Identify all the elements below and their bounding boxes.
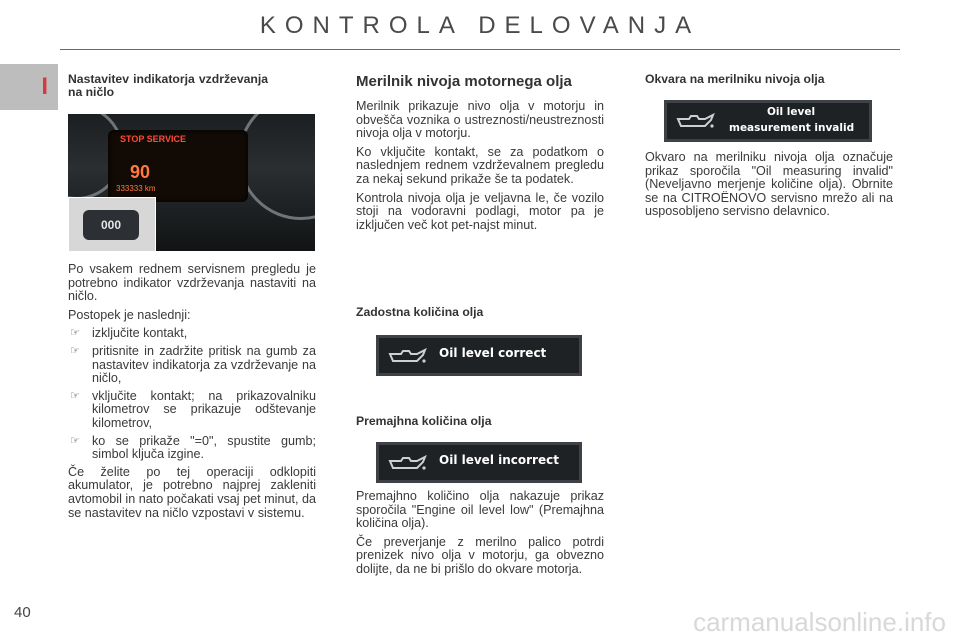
step-text: pritisnite in zadržite pritisk na gumb za nastavitev indikatorja za vzdrževanje na ničlo, [92, 343, 316, 386]
right-column-heading-block [645, 73, 893, 91]
oil-invalid-line1: Oil level [767, 106, 816, 118]
instrument-cluster-photo [68, 114, 315, 251]
pointing-hand-icon: ☞ [70, 434, 80, 447]
step-list [68, 327, 316, 461]
oil-incorrect-text: Oil level incorrect [439, 453, 559, 467]
middle-para-4: Premajhno količino olja nakazuje prikaz sporočila "Engine oil level low" (Premajhna količina olja). [356, 489, 604, 531]
correct-heading: Zadostna količina olja [356, 305, 484, 319]
list-item [68, 327, 316, 341]
right-para-1: Okvaro na merilniku nivoja olja označuje prikaz sporočila "Oil measuring invalid" (Neveljavno merjenje količine olja). Obrnite se na CITROËNOVO servisno mrežo ali na usposobljeno servisno delavnico. [645, 150, 893, 219]
middle-column-top [356, 73, 604, 237]
section-tab [0, 64, 58, 110]
right-heading: Okvara na merilniku nivoja olja [645, 72, 825, 86]
middle-para-3: Kontrola nivoja olja je veljavna le, če vozilo stoji na vodoravni podlagi, motor pa je izključen več kot pet-najst minut. [356, 190, 604, 232]
oil-level-correct-display [376, 335, 582, 376]
display-warning-text: STOP SERVICE [120, 134, 187, 144]
middle-para-2: Ko vključite kontakt, se za podatkom o naslednjem rednem vzdrževalnem pregledu za nekaj sekund prikaže še ta podatek. [356, 144, 604, 186]
right-column-body [645, 151, 893, 224]
pointing-hand-icon: ☞ [70, 389, 80, 402]
left-heading: Nastavitev indikatorja vzdrževanja na ničlo [68, 72, 268, 99]
middle-para-1: Merilnik prikazuje nivo olja v motorju in obvešča voznika o ustreznosti/neustreznosti nivoja olja v motorju. [356, 99, 604, 141]
left-para-1: Po vsakem rednem servisnem pregledu je potrebno indikator vzdrževanja nastaviti na ničlo. [68, 262, 316, 304]
middle-column-bottom [356, 490, 604, 582]
oil-correct-text: Oil level correct [439, 346, 547, 360]
section-tab-label: I [41, 73, 48, 100]
watermark: carmanualsonline.info [693, 607, 946, 637]
cluster-display [108, 130, 248, 202]
list-item [68, 390, 316, 431]
oil-measurement-invalid-display [664, 100, 872, 142]
header-rule [60, 49, 900, 50]
middle-para-5: Če preverjanje z merilno palico potrdi prenizek nivo olja v motorju, ga obvezno dolijte, da ne bi prišlo do okvare motorja. [356, 534, 604, 576]
oil-level-incorrect-display [376, 442, 582, 483]
correct-block [356, 306, 604, 324]
step-text: izključite kontakt, [92, 326, 188, 341]
middle-heading: Merilnik nivoja motornega olja [356, 73, 572, 90]
pointing-hand-icon: ☞ [70, 327, 80, 340]
oil-can-icon [387, 346, 427, 368]
display-odometer: 333333 km [116, 184, 156, 193]
incorrect-heading: Premajhna količina olja [356, 414, 492, 428]
list-item [68, 345, 316, 386]
gauge-dial-right [238, 114, 315, 220]
trip-reset-button: 000 [83, 210, 139, 240]
oil-can-icon [387, 453, 427, 475]
incorrect-block [356, 415, 604, 433]
left-para-2: Postopek je naslednji: [68, 307, 191, 322]
display-speed: 90 [130, 162, 151, 182]
left-column-heading-block [68, 73, 268, 104]
left-para-3: Če želite po tej operaciji odklopiti akumulator, je potrebno najprej zakleniti avtomobil in nato počakati vsaj pet minut, da se nastavitev na ničlo vzpostavi v sistemu. [68, 464, 316, 520]
oil-can-icon [675, 111, 715, 133]
left-column-body [68, 263, 316, 525]
reset-button-inset [68, 197, 156, 251]
pointing-hand-icon: ☞ [70, 344, 80, 357]
page-number: 40 [14, 604, 31, 621]
step-text: ko se prikaže "=0", spustite gumb; simbol ključa izgine. [92, 433, 316, 462]
step-text: vključite kontakt; na prikazovalniku kilometrov se prikazuje odštevanje kilometrov, [92, 388, 316, 430]
list-item [68, 435, 316, 462]
oil-invalid-line2: measurement invalid [729, 122, 855, 134]
page-title: KONTROLA DELOVANJA [259, 12, 701, 39]
